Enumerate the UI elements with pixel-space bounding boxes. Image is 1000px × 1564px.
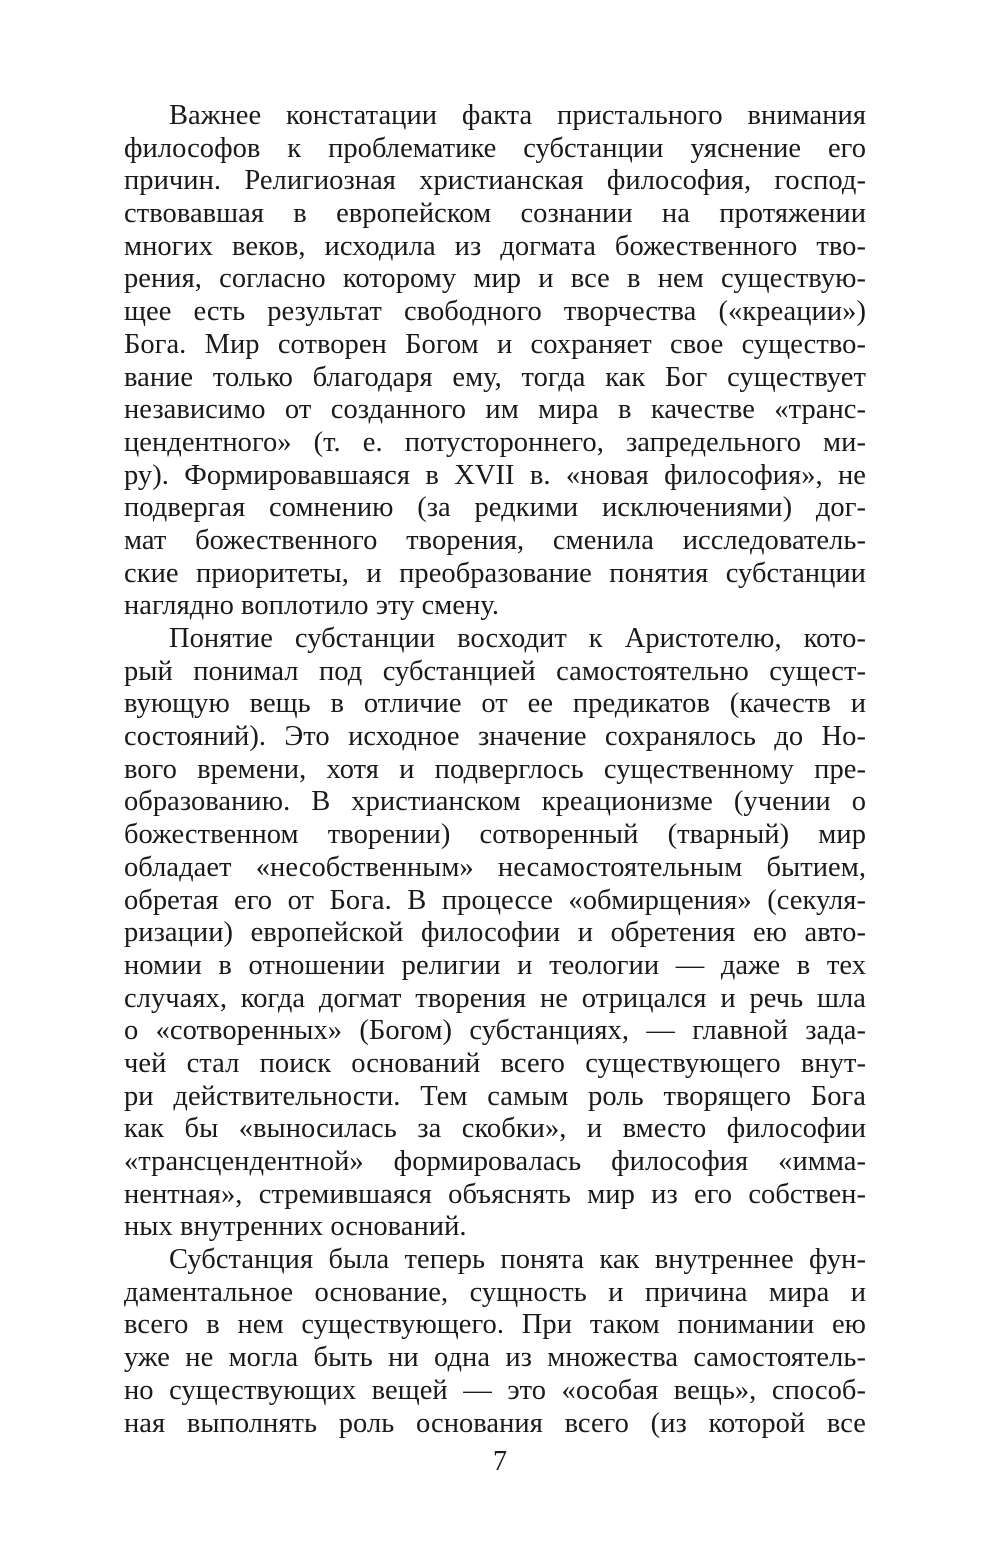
text-line: вание только благодаря ему, тогда как Бог существует [124, 361, 866, 393]
text-line: причин. Религиозная христианская философия, господ- [124, 165, 866, 197]
text-line: независимо от созданного им мира в качестве «транс- [124, 394, 866, 426]
text-line: нентная», стремившаяся объяснять мир из его собствен- [124, 1178, 866, 1210]
text-line: ствовавшая в европейском сознании на протяжении [124, 198, 866, 230]
text-line: подвергая сомнению (за редкими исключениями) дог- [124, 492, 866, 524]
text-line: щее есть результат свободного творчества («креации») [124, 296, 866, 328]
text-line: Важнее констатации факта пристального внимания [169, 100, 866, 131]
text-line: всего в нем существующего. При таком понимании ею [124, 1309, 866, 1341]
text-line: рения, согласно которому мир и все в нем существую- [124, 263, 866, 295]
text-line: ру). Формировавшаяся в XVII в. «новая философия», не [124, 459, 866, 491]
text-line: цендентного» (т. е. потустороннего, запредельного ми- [124, 426, 866, 458]
text-line: но существующих вещей — это «особая вещь», способ- [124, 1374, 866, 1406]
text-line: ри действительности. Тем самым роль творящего Бога [124, 1080, 866, 1112]
text-line: вого времени, хотя и подверглось существенному пре- [124, 753, 866, 785]
paragraph [124, 623, 866, 1244]
page-text [124, 100, 866, 1440]
text-line: случаях, когда догмат творения не отрицался и речь шла [124, 982, 866, 1014]
text-line: образованию. В христианском креационизме (учении о [124, 786, 866, 818]
paragraph [124, 100, 866, 623]
text-line: философов к проблематике субстанции уяснение его [124, 132, 866, 164]
text-line: как бы «выносилась за скобки», и вместо философии [124, 1113, 866, 1145]
text-line: Субстанция была теперь понята как внутреннее фун- [169, 1244, 866, 1276]
text-line: наглядно воплотило эту смену. [124, 590, 500, 622]
text-line: Бога. Мир сотворен Богом и сохраняет свое существо- [124, 328, 866, 360]
text-line: многих веков, исходила из догмата божественного тво- [124, 230, 866, 262]
text-line: ных внутренних оснований. [124, 1211, 467, 1243]
text-line: божественном творении) сотворенный (тварный) мир [124, 819, 866, 851]
text-line: номии в отношении религии и теологии — даже в тех [124, 949, 866, 981]
text-line: вующую вещь в отличие от ее предикатов (качеств и [124, 688, 866, 720]
paragraph [124, 1244, 866, 1440]
page-number: 7 [493, 1446, 507, 1477]
text-line: Понятие субстанции восходит к Аристотелю, кото- [169, 623, 866, 654]
text-line: состояний). Это исходное значение сохранялось до Но- [124, 721, 866, 753]
text-line: чей стал поиск оснований всего существующего внут- [124, 1047, 866, 1079]
text-line: обретая его от Бога. В процессе «обмирщения» (секуля- [124, 884, 866, 916]
text-line: ризации) европейской философии и обретения ею авто- [124, 917, 866, 949]
text-line: ские приоритеты, и преобразование понятия субстанции [124, 557, 866, 589]
text-line: ная выполнять роль основания всего (из которой все [124, 1407, 866, 1439]
text-line: «трансцендентной» формировалась философия «имма- [124, 1146, 866, 1177]
text-line: мат божественного творения, сменила исследователь- [124, 524, 866, 556]
text-line: обладает «несобственным» несамостоятельным бытием, [124, 851, 866, 883]
text-line: о «сотворенных» (Богом) субстанциях, — главной зада- [124, 1015, 866, 1047]
text-line: даментальное основание, сущность и причина мира и [124, 1276, 866, 1308]
text-line: рый понимал под субстанцией самостоятельно сущест- [124, 655, 866, 687]
text-line: уже не могла быть ни одна из множества самостоятель- [124, 1342, 866, 1374]
